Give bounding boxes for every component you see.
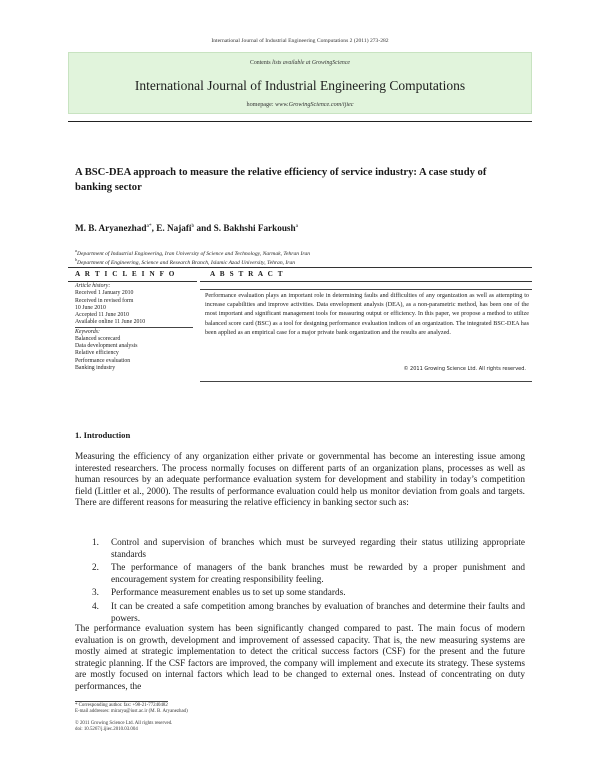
footnote-rule (75, 701, 168, 702)
footer-copyright: © 2011 Growing Science Ltd. All rights reserved. (75, 721, 173, 726)
list-number: 2. (92, 563, 99, 574)
running-head: International Journal of Industrial Engineering Computations 2 (2011) 273-282 (211, 38, 389, 44)
introduction-heading: 1. Introduction (75, 430, 131, 440)
corresponding-author-note: * Corresponding author. fax: +98-21-77240482 (75, 703, 168, 708)
banner-contents-line (68, 60, 532, 66)
affiliation-text: Department of Engineering, Science and Research Branch, Islamic Azad University, Tehran, Iran (77, 259, 296, 266)
affiliation (75, 257, 525, 266)
author-separator: and (194, 223, 214, 234)
list-item (75, 563, 525, 586)
abstract-heading: A B S T R A C T (210, 270, 285, 278)
banner-contents-prefix: Contents (250, 60, 273, 66)
keyword: Banking industry (75, 364, 116, 371)
keyword: Performance evaluation (75, 357, 131, 364)
list-item-text: Performance measurement enables us to set up some standards. (111, 588, 346, 599)
history-line: Accepted 11 June 2010 (75, 312, 130, 318)
footnote-contact (75, 703, 188, 715)
keywords-label: Keywords: (75, 328, 100, 335)
keyword: Relative efficiency (75, 350, 119, 357)
affiliation-mark: a (75, 248, 77, 253)
history-line: Received in revised form (75, 297, 134, 304)
list-item (75, 538, 525, 561)
article-info (75, 283, 195, 372)
list-item-text: The performance of managers of the bank branches must be rewarded by a proper punishment and encouragement system for creating responsibility feeling. (111, 563, 525, 585)
banner-contents-link[interactable]: lists available at GrowingScience (272, 60, 350, 66)
email-note: E-mail addresses: mirarya@iust.ac.ir (M. B. Aryanezhad) (75, 709, 188, 715)
author-separator: , (151, 223, 157, 234)
body-paragraph: The performance evaluation system has been significantly changed compared to past. The main focus of modern evaluation is on growth, development and improvement of assessed capacity. That is, the new measuring systems are mostly aimed at strategic implementation to detect the critical success factors (CSF) for the present and the future strategic planning. If the CSF factors are improved, the company will implement and execute its strategy. These systems are mostly focused on internal factors which lead to be changed to external ones. Instead of concentrating on duty performances, the (75, 624, 525, 692)
abstract-rule (200, 281, 532, 282)
article-info-rule (68, 281, 197, 282)
list-item (75, 588, 525, 600)
author-name: E. Najafi (156, 223, 192, 234)
list-item-text: Control and supervision of branches which must be surveyed regarding their status utilizing appropriate standards (111, 538, 525, 560)
history-line: Available online 11 June 2010 (75, 319, 146, 326)
list-item (75, 602, 525, 625)
journal-title: International Journal of Industrial Engineering Computations (134, 78, 466, 93)
list-number: 3. (92, 588, 99, 599)
reasons-list (75, 538, 525, 627)
affiliation-text: Department of Industrial Engineering, Iran University of Science and Technology, Narmak, Tehran Iran (77, 250, 311, 257)
footnote-publication (75, 721, 172, 733)
body-paragraph: Measuring the efficiency of any organization either private or governmental has become an interesting issue among interested researchers. The process normally focuses on different parts of an organization plans, processes as well as human resources by an adequate performance evaluation system for development and stability in today’s competition field (Littler et al., 2000). The results of performance evaluation could help us monitor deviation from goals and targets. There are different reasons for measuring the relative efficiency in banking sector such as: (75, 452, 525, 509)
list-number: 4. (92, 601, 99, 612)
history-line: Received 1 January 2010 (75, 290, 134, 297)
author-name: M. B. Aryanezhad (75, 223, 147, 234)
doi[interactable]: doi: 10.5267/j.ijiec.2010.03.004 (75, 727, 138, 733)
journal-homepage (68, 101, 532, 108)
author-list (75, 223, 525, 233)
list-item-text: It can be created a safe competition among branches by evaluation of branches and determine their faults and powers. (111, 601, 525, 624)
author-affiliation-mark: a (295, 223, 299, 229)
section-rule (68, 267, 532, 268)
abstract-copyright: © 2011 Growing Science Ltd. All rights reserved. (403, 366, 526, 372)
history-line: 10 June 2010 (75, 304, 106, 311)
keyword: Data development analysis (75, 343, 138, 349)
list-number: 1. (92, 538, 99, 548)
abstract-text: Performance evaluation plays an important role in determining faults and difficulties of any organization as well as attempting to increase capabilities and improve activities. Data envelopment analysis (DEA), as a non-parametric method, has been one of the most important and significant management tools for measuring output or efficiency. In this paper, we propose a method to utilize balanced score card (BSC) as a tool for designing performance evaluation indices of an organization. The integrated BSC-DEA has been applied as an empirical case for a major private bank organization and the results are analyzed. (205, 293, 529, 336)
homepage-url[interactable]: www.GrowingScience.com/ijiec (275, 101, 354, 108)
affiliation (75, 248, 525, 257)
header-rule (68, 121, 532, 122)
homepage-prefix: homepage: (246, 101, 276, 108)
article-info-heading: A R T I C L E I N F O (75, 270, 176, 278)
keyword: Balanced scorecard (75, 335, 121, 342)
history-label: Article history: (75, 283, 111, 289)
author-affiliation-mark: b (191, 223, 195, 229)
affiliation-mark: b (75, 257, 77, 262)
article-title: A BSC-DEA approach to measure the relative efficiency of service industry: A case study of banking sector (75, 167, 487, 193)
author-affiliation-mark: a* (146, 223, 152, 229)
author-name: S. Bakhshi Farkoush (213, 223, 296, 234)
